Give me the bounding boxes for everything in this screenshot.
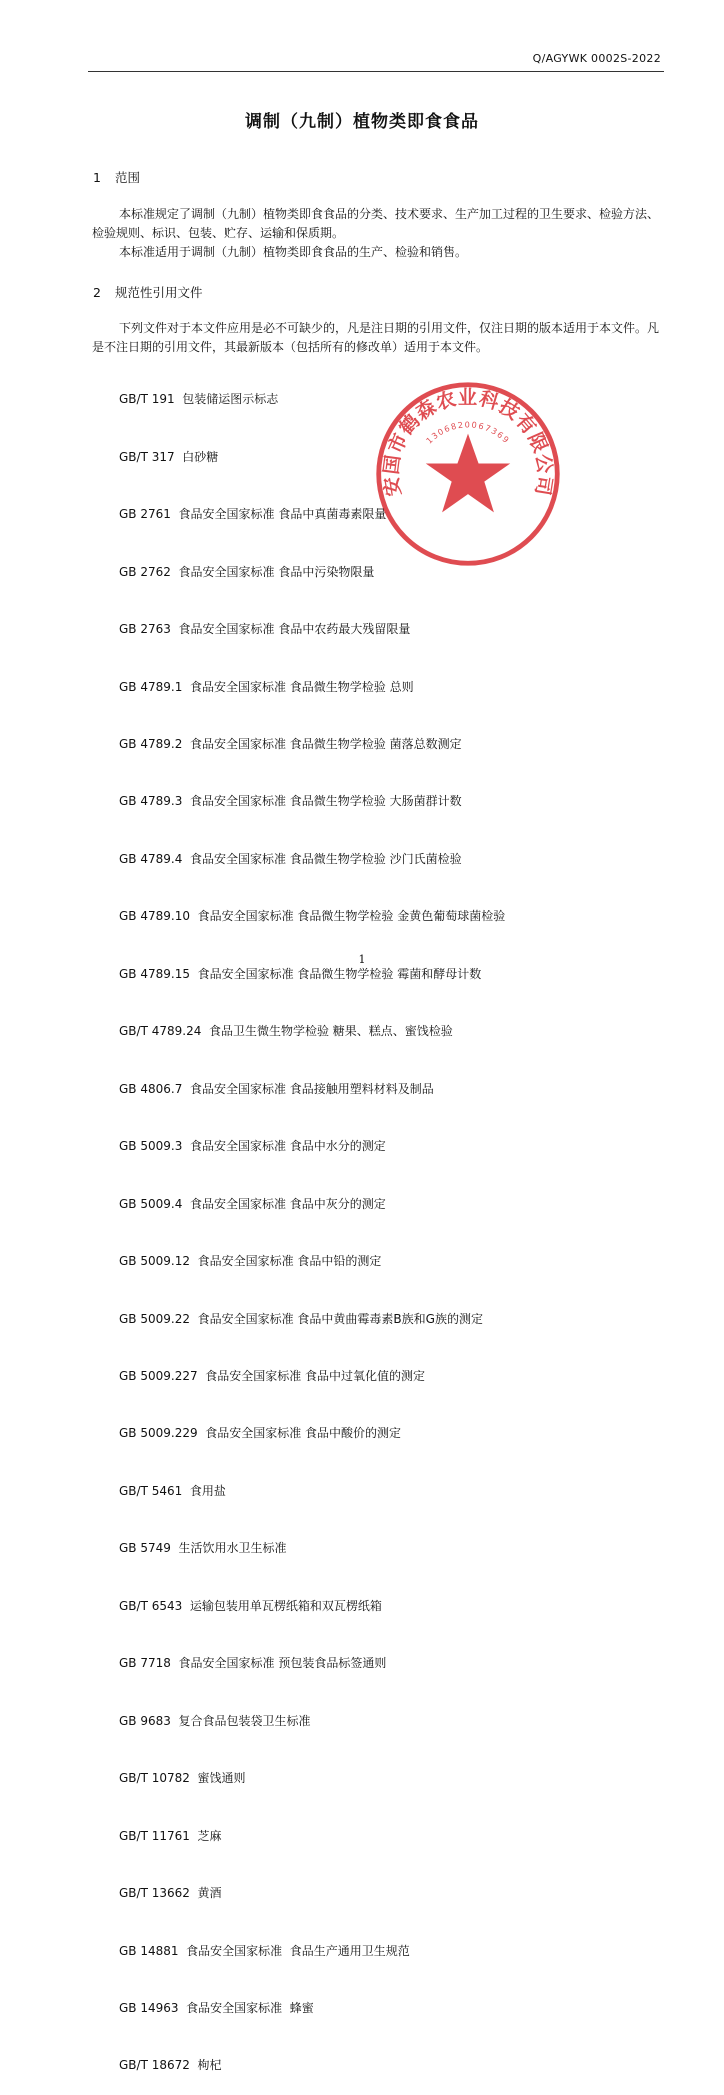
reference-item: GB 14881 食品安全国家标准 食品生产通用卫生规范 [119,1943,410,1958]
header-rule [88,71,664,72]
reference-item: GB 5009.12 食品安全国家标准 食品中铅的测定 [119,1254,382,1269]
reference-item: GB 2763 食品安全国家标准 食品中农药最大残留限量 [119,622,411,637]
reference-item: GB 4789.1 食品安全国家标准 食品微生物学检验 总则 [119,679,414,694]
scope-paragraph-1: 本标准规定了调制（九制）植物类即食食品的分类、技术要求、生产加工过程的卫生要求、检验方法、检验规则、标识、包装、贮存、运输和保质期。 [92,207,660,240]
reference-item: GB 4789.3 食品安全国家标准 食品微生物学检验 大肠菌群计数 [119,794,462,809]
reference-item: GB 2762 食品安全国家标准 食品中污染物限量 [119,564,375,579]
reference-item: GB 4789.15 食品安全国家标准 食品微生物学检验 霉菌和酵母计数 [119,966,482,981]
reference-item: GB 5749 生活饮用水卫生标准 [119,1541,287,1556]
reference-item: GB/T 4789.24 食品卫生微生物学检验 糖果、糕点、蜜饯检验 [119,1024,453,1039]
reference-item: GB/T 317 白砂糖 [119,449,219,464]
section-title: 规范性引用文件 [115,285,203,300]
reference-item: GB/T 10782 蜜饯通则 [119,1771,246,1786]
section-number: 1 [93,170,101,185]
reference-item: GB 4789.10 食品安全国家标准 食品微生物学检验 金黄色葡萄球菌检验 [119,909,506,924]
reference-item: GB 14963 食品安全国家标准 蜂蜜 [119,2001,314,2015]
seal-star-icon [426,434,510,513]
reference-item: GB 4789.4 食品安全国家标准 食品微生物学检验 沙门氏菌检验 [119,851,462,866]
reference-item: GB/T 5461 食用盐 [119,1483,226,1498]
reference-item: GB/T 11761 芝麻 [119,1828,222,1843]
reference-item: GB 4789.2 食品安全国家标准 食品微生物学检验 菌落总数测定 [119,737,462,752]
reference-item: GB 4806.7 食品安全国家标准 食品接触用塑料材料及制品 [119,1081,434,1096]
reference-item: GB 5009.4 食品安全国家标准 食品中灰分的测定 [119,1196,386,1211]
scope-paragraph-2: 本标准适用于调制（九制）植物类即食食品的生产、检验和销售。 [119,245,468,259]
reference-item: GB/T 191 包装储运图示标志 [119,392,279,407]
reference-item: GB 5009.22 食品安全国家标准 食品中黄曲霉毒素B族和G族的测定 [119,1311,483,1326]
section-heading-references [93,283,203,301]
seal-number: 1306820067369 [423,419,513,446]
reference-item: GB/T 13662 黄酒 [119,1886,222,1901]
section-number: 2 [93,285,101,300]
section-heading-scope [93,168,140,186]
reference-item: GB 5009.3 食品安全国家标准 食品中水分的测定 [119,1139,386,1154]
section-title: 范围 [115,170,141,185]
page-number: 1 [358,953,366,966]
seal-company-name: 安国市鹤森农业科技有限公司 [379,385,557,498]
document-title: 调制（九制）植物类即食食品 [245,112,479,132]
reference-item: GB 2761 食品安全国家标准 食品中真菌毒素限量 [119,507,387,522]
reference-item: GB 7718 食品安全国家标准 预包装食品标签通则 [119,1656,387,1671]
reference-item: GB 5009.227 食品安全国家标准 食品中过氧化值的测定 [119,1369,426,1384]
reference-item: GB 9683 复合食品包装袋卫生标准 [119,1713,311,1728]
reference-item: GB/T 18672 枸杞 [119,2058,222,2073]
standard-code: Q/AGYWK 0002S-2022 [532,52,661,65]
references-intro: 下列文件对于本文件应用是必不可缺少的，凡是注日期的引用文件，仅注日期的版本适用于本文件。凡是不注日期的引用文件，其最新版本（包括所有的修改单）适用于本文件。 [92,321,660,354]
reference-item: GB/T 6543 运输包装用单瓦楞纸箱和双瓦楞纸箱 [119,1598,382,1613]
company-seal-stamp [372,378,564,570]
reference-list [119,352,505,2095]
reference-item: GB 5009.229 食品安全国家标准 食品中酸价的测定 [119,1426,402,1441]
